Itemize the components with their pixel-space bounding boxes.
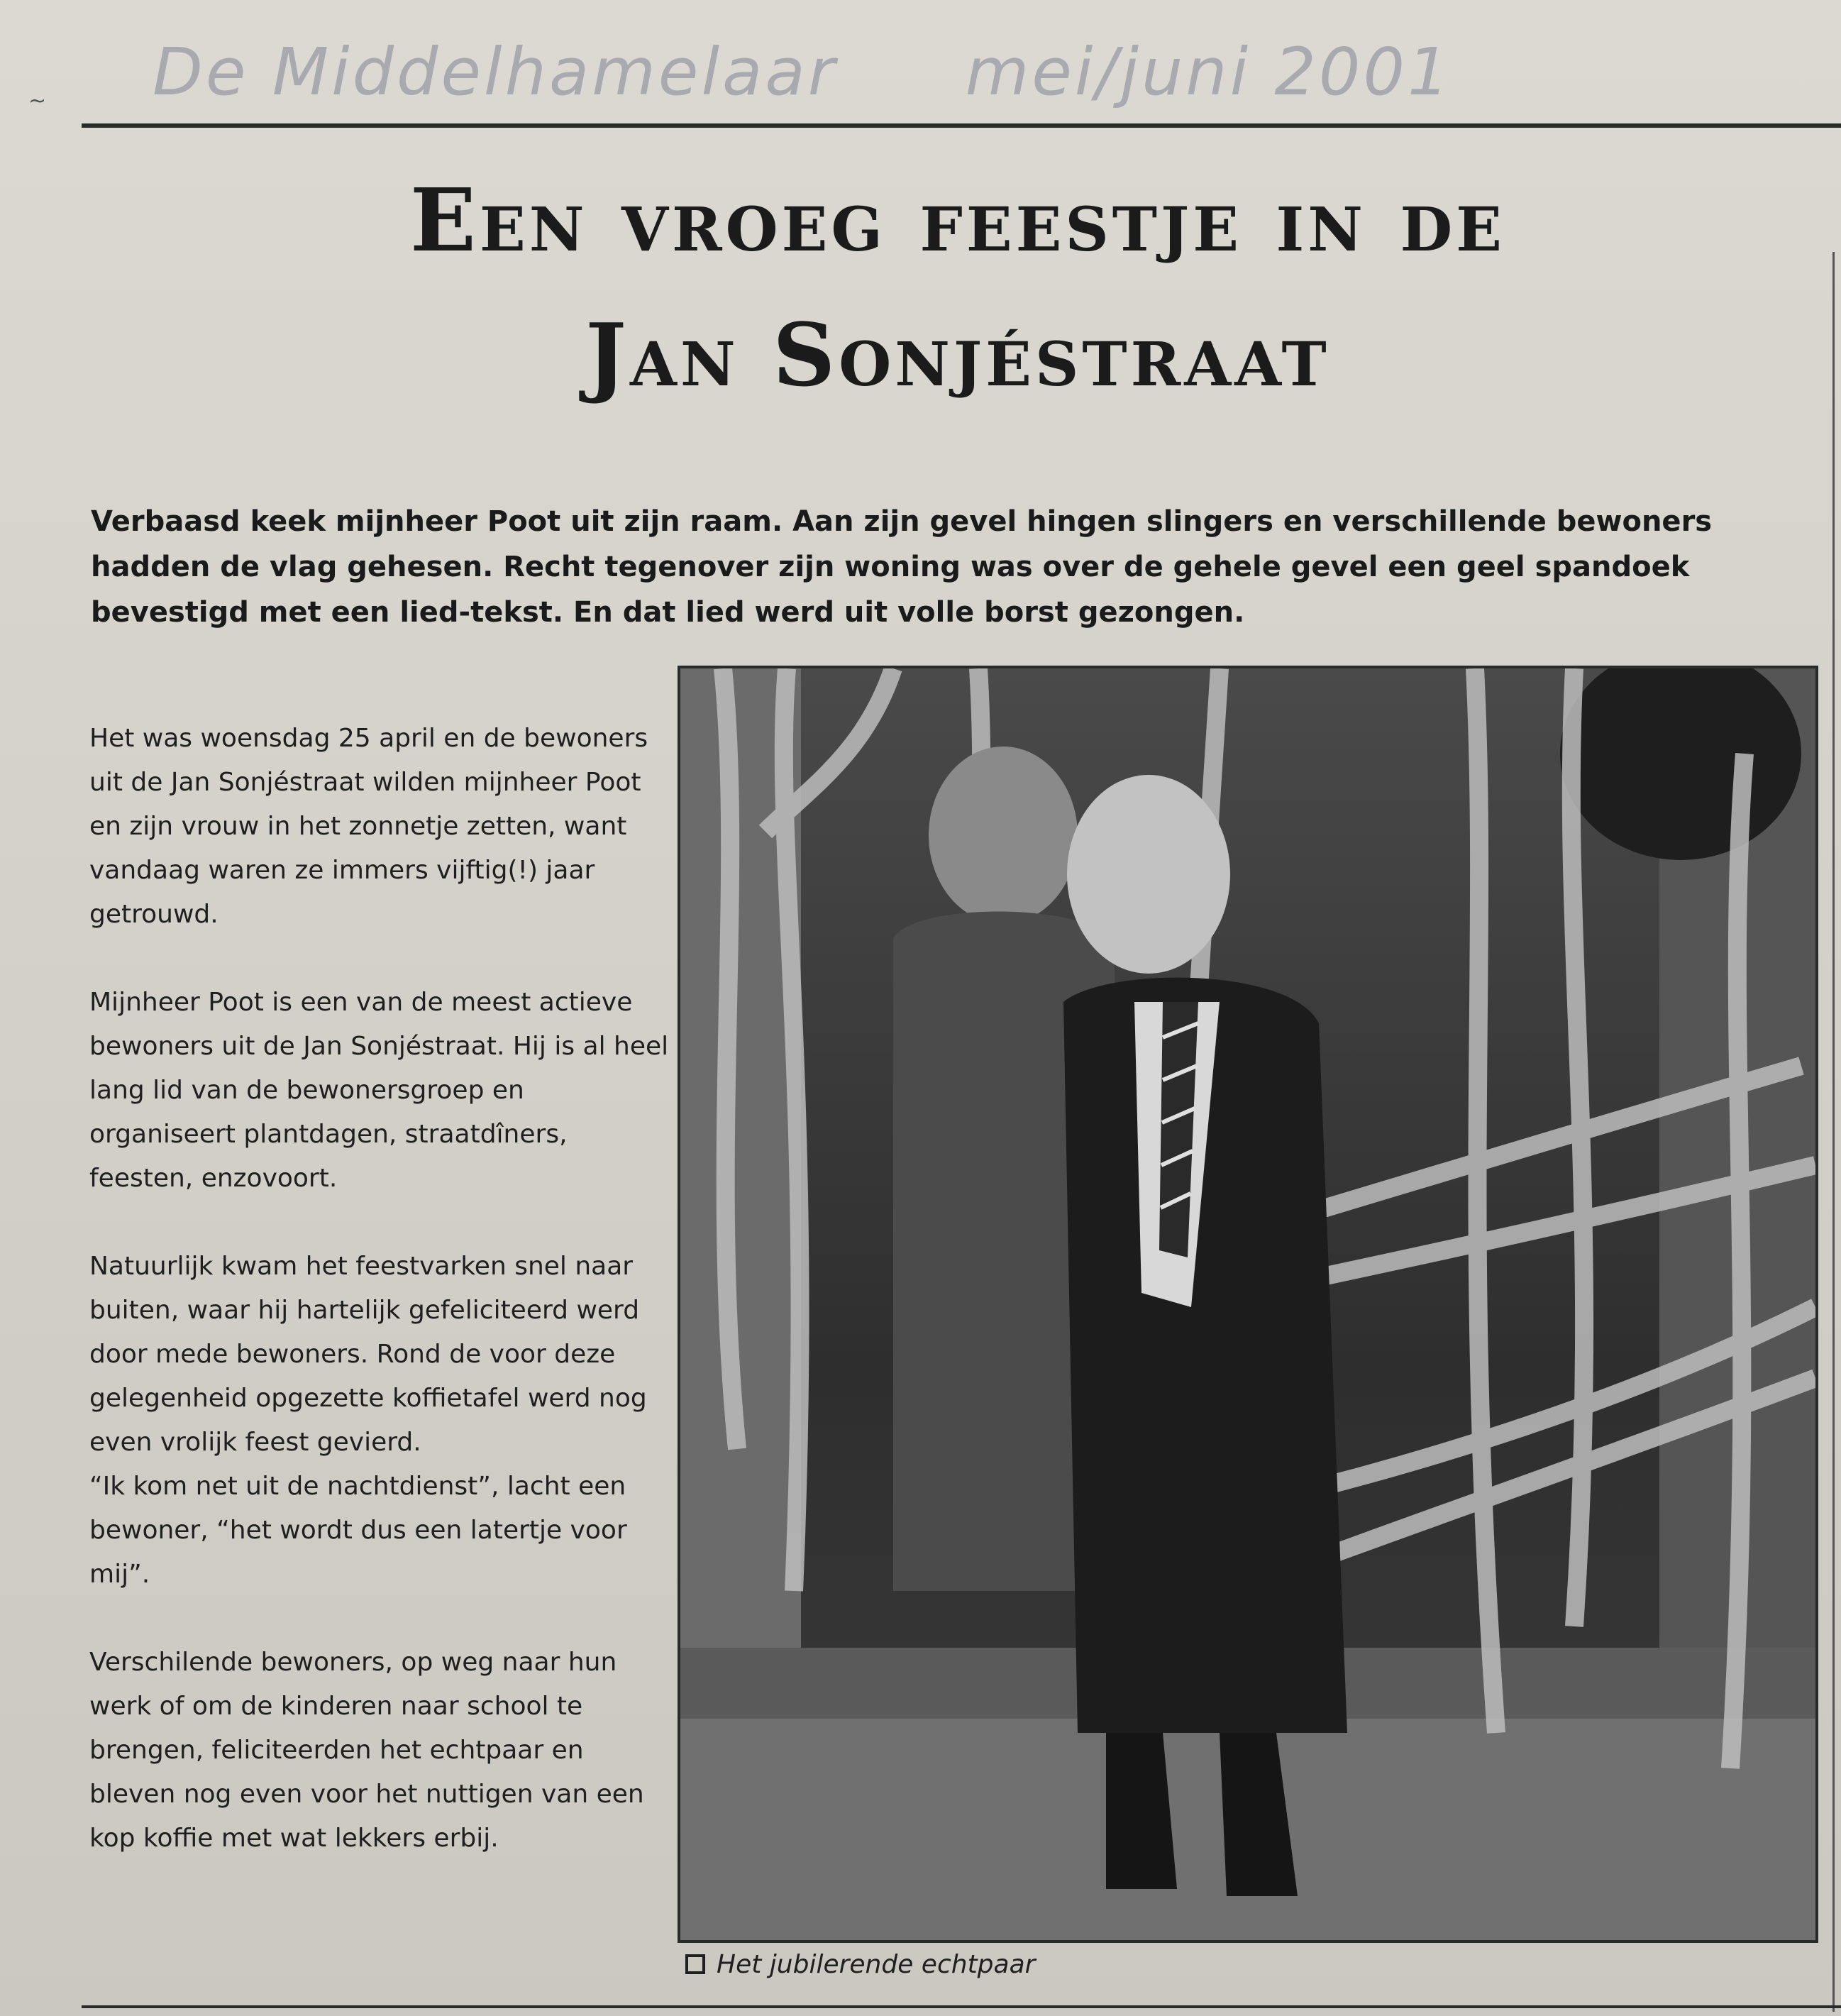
handwritten-publication: De Middelhamelaar bbox=[153, 34, 838, 110]
photo-illustration bbox=[680, 668, 1815, 1940]
article-photo bbox=[678, 666, 1818, 1943]
woman-head bbox=[929, 747, 1078, 924]
caption-square-icon bbox=[685, 1954, 705, 1974]
article-headline bbox=[82, 153, 1834, 422]
body-paragraph-2: Mijnheer Poot is een van de meest actieve bewoners uit de Jan Sonjéstraat. Hij is al heel lang lid van de bewonersgroep en organiseert plantdagen, straatdîners, feesten, enzovoort. bbox=[89, 988, 669, 1193]
bottom-rule bbox=[82, 2005, 1841, 2008]
body-paragraph-3: Natuurlijk kwam het feestvarken snel naar buiten, waar hij hartelijk gefeliciteerd werd door mede bewoners. Rond de voor deze gelegenheid opgezette koffietafel werd nog even vrolijk feest gevierd. bbox=[89, 1252, 647, 1457]
handwritten-date: mei/juni 2001 bbox=[965, 34, 1452, 110]
margin-mark: ~ bbox=[28, 89, 47, 114]
top-rule bbox=[82, 123, 1841, 128]
article-body bbox=[89, 717, 671, 1905]
headline-line-2: Jan Sonjéstraat bbox=[585, 304, 1330, 406]
caption-text: Het jubilerende echtpaar bbox=[717, 1950, 1036, 1979]
body-paragraph-1: Het was woensdag 25 april en de bewoners uit de Jan Sonjéstraat wilden mijnheer Poot en zijn vrouw in het zonnetje zetten, want vandaag waren ze immers vijftig(!) jaar getrouwd. bbox=[89, 724, 648, 929]
headline-line-1: Een vroeg feestje in de bbox=[410, 169, 1505, 271]
man-head bbox=[1067, 775, 1230, 974]
article-lead: Verbaasd keek mijnheer Poot uit zijn raam. Aan zijn gevel hingen slingers en verschillende bewoners hadden de vlag gehesen. Recht tegenover zijn woning was over de gehele gevel een geel spandoek bevestigd met een lied-tekst. En dat lied werd uit volle borst gezongen. bbox=[91, 505, 1713, 629]
handwritten-note bbox=[153, 34, 1580, 110]
body-paragraph-4: “Ik kom net uit de nachtdienst”, lacht een bewoner, “het wordt dus een latertje voor mij”. bbox=[89, 1472, 627, 1589]
right-column-rule bbox=[1832, 252, 1835, 2012]
photo-caption bbox=[685, 1950, 1035, 1979]
body-paragraph-5: Verschilende bewoners, op weg naar hun werk of om de kinderen naar school te brengen, feliciteerden het echtpaar en bleven nog even voor het nuttigen van een kop koffie met wat lekkers erbij. bbox=[89, 1648, 644, 1853]
